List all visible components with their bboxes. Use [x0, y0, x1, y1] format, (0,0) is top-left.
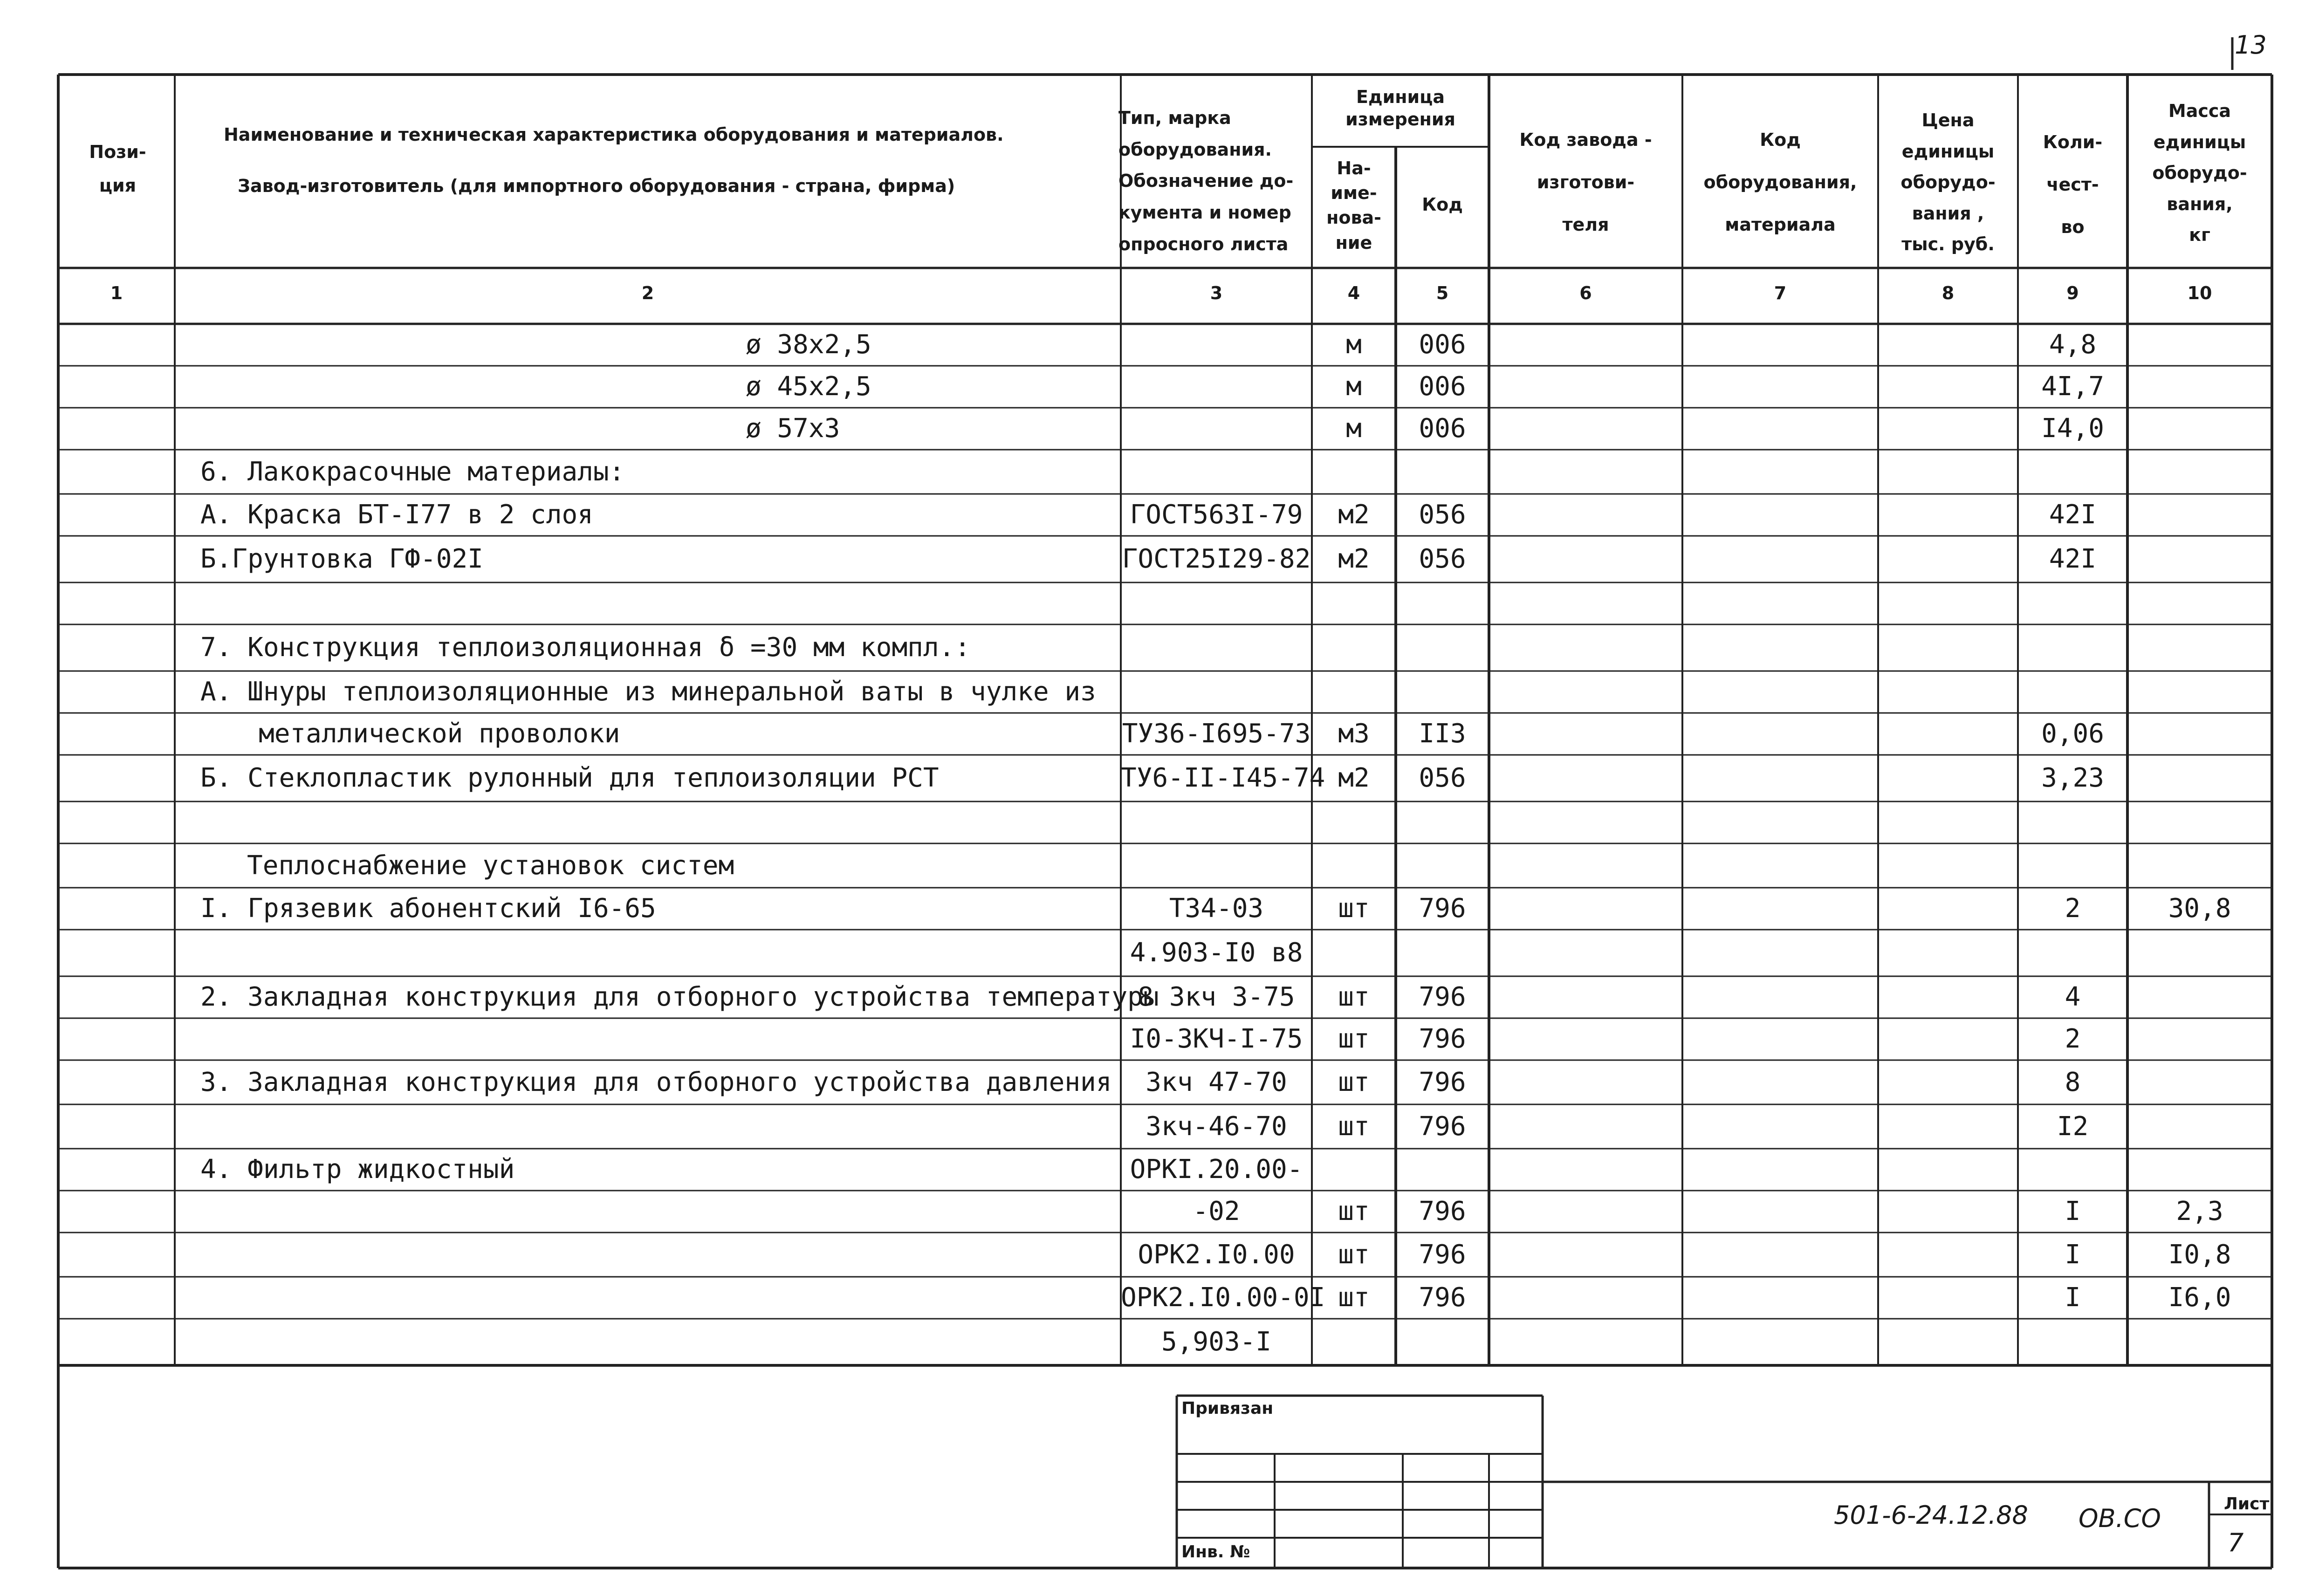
- column-number: 10: [2187, 283, 2212, 303]
- item-document: ГОСТ563I-79: [1130, 500, 1303, 530]
- item-mass: 2,3: [2176, 1196, 2223, 1226]
- item-quantity: 42I: [2049, 544, 2097, 574]
- item-quantity: 8: [2065, 1067, 2081, 1097]
- item-document: ГОСТ25I29-82: [1122, 544, 1311, 574]
- item-document: ОРК2.I0.00-0I: [1121, 1282, 1325, 1313]
- item-document: 5,903-I: [1161, 1327, 1271, 1357]
- column-number: 6: [1579, 283, 1592, 303]
- item-unit: шт: [1338, 1111, 1370, 1142]
- item-name: А. Краска БТ-I77 в 2 слоя: [200, 500, 593, 530]
- item-unit: м2: [1338, 544, 1370, 574]
- item-name: Б.Грунтовка ГФ-02I: [200, 544, 483, 574]
- item-document: ОРК2.I0.00: [1138, 1239, 1295, 1270]
- item-unit-code: 796: [1419, 1239, 1466, 1270]
- header-mass: Масса единицы оборудо- вания, кг: [2152, 101, 2247, 245]
- item-unit: м: [1346, 329, 1362, 360]
- item-document: Т34-03: [1169, 893, 1264, 924]
- header-name-line1: Наименование и техническая характеристика оборудования и материалов.: [224, 124, 1004, 145]
- column-number: 1: [110, 283, 123, 303]
- column-number: 3: [1210, 283, 1223, 303]
- item-quantity: I2: [2057, 1111, 2089, 1142]
- item-unit-code: 796: [1419, 1196, 1466, 1226]
- item-quantity: 0,06: [2041, 719, 2104, 749]
- header-unit-code: Код: [1422, 194, 1463, 215]
- item-unit: м2: [1338, 763, 1370, 793]
- column-number: 7: [1774, 283, 1787, 303]
- item-name: 2. Закладная конструкция для отборного устройства температуры: [200, 982, 1159, 1012]
- item-quantity: 2: [2065, 893, 2081, 924]
- item-unit-code: II3: [1419, 719, 1466, 749]
- item-quantity: I: [2065, 1239, 2081, 1270]
- stamp-sheet-label: Лист: [2224, 1494, 2270, 1514]
- item-unit: шт: [1338, 982, 1370, 1012]
- item-mass: 30,8: [2168, 893, 2231, 924]
- column-number: 8: [1942, 283, 1955, 303]
- item-document: 8 Зкч 3-75: [1138, 982, 1295, 1012]
- item-mass: I0,8: [2168, 1239, 2231, 1270]
- column-number: 4: [1347, 283, 1360, 303]
- header-quantity: Коли- чест- во: [2043, 132, 2103, 238]
- item-name: Теплоснабжение установок систем: [247, 850, 734, 881]
- header-type: Тип, марка оборудования. Обозначение до- кумента и номер опросного листа: [1118, 108, 1294, 254]
- item-document: 4.903-I0 в8: [1130, 938, 1303, 968]
- item-mass: I6,0: [2168, 1282, 2231, 1313]
- stamp-sheet-number: 7: [2228, 1528, 2244, 1557]
- item-document: Зкч 47-70: [1146, 1067, 1287, 1097]
- header-equipment-code: Код оборудования, материала: [1703, 130, 1857, 235]
- item-name: ø 57х3: [746, 413, 840, 444]
- item-document: ТУ6-II-I45-74: [1121, 763, 1325, 793]
- item-quantity: I: [2065, 1196, 2081, 1226]
- stamp-inventory-number: Инв. №: [1181, 1542, 1250, 1562]
- item-name: ø 38х2,5: [746, 329, 871, 360]
- header-unit-name: На- име- нова- ние: [1326, 158, 1381, 253]
- header-price: Цена единицы оборудо- вания , тыс. руб.: [1900, 110, 1996, 254]
- item-document: ТУ36-I695-73: [1122, 719, 1311, 749]
- header-position: Пози- ция: [89, 142, 146, 196]
- item-unit: м: [1346, 371, 1362, 402]
- item-quantity: 4I,7: [2041, 371, 2104, 402]
- item-name: 7. Конструкция теплоизоляционная δ =30 мм компл.:: [200, 632, 971, 663]
- item-unit-code: 796: [1419, 1282, 1466, 1313]
- stamp-mark: ОВ.СО: [2079, 1504, 2161, 1533]
- item-document: I0-3КЧ-I-75: [1130, 1024, 1303, 1054]
- item-unit-code: 796: [1419, 893, 1466, 924]
- item-document: ОРКI.20.00-: [1130, 1154, 1303, 1185]
- item-quantity: 4,8: [2049, 329, 2097, 360]
- item-unit-code: 796: [1419, 1024, 1466, 1054]
- item-name: А. Шнуры теплоизоляционные из минеральной ваты в чулке из: [200, 677, 1096, 707]
- item-unit: шт: [1338, 893, 1370, 924]
- item-unit-code: 056: [1419, 500, 1466, 530]
- item-unit-code: 796: [1419, 1067, 1466, 1097]
- item-unit: шт: [1338, 1024, 1370, 1054]
- item-unit-code: 056: [1419, 544, 1466, 574]
- item-unit-code: 006: [1419, 413, 1466, 444]
- item-name: Б. Стеклопластик рулонный для теплоизоляции РСТ: [200, 763, 939, 793]
- item-unit: шт: [1338, 1239, 1370, 1270]
- item-quantity: 42I: [2049, 500, 2097, 530]
- column-number: 5: [1436, 283, 1449, 303]
- stamp-document-code: 501-6-24.12.88: [1834, 1500, 2028, 1530]
- item-unit: м: [1346, 413, 1362, 444]
- stamp-privyazan: Привязан: [1181, 1399, 1274, 1418]
- item-unit: шт: [1338, 1067, 1370, 1097]
- item-quantity: I: [2065, 1282, 2081, 1313]
- page-number: 13: [2235, 30, 2267, 60]
- item-unit-code: 006: [1419, 371, 1466, 402]
- item-quantity: I4,0: [2041, 413, 2104, 444]
- item-quantity: 2: [2065, 1024, 2081, 1054]
- item-unit-code: 056: [1419, 763, 1466, 793]
- item-document: -02: [1193, 1196, 1240, 1226]
- item-unit: м3: [1338, 719, 1370, 749]
- header-name-line2: Завод-изготовитель (для импортного оборудования - страна, фирма): [238, 176, 955, 196]
- header-unit: Единица измерения: [1345, 87, 1455, 130]
- item-unit: м2: [1338, 500, 1370, 530]
- item-name: 3. Закладная конструкция для отборного устройства давления: [200, 1067, 1112, 1097]
- header-factory-code: Код завода - изготови- теля: [1519, 130, 1652, 235]
- item-quantity: 3,23: [2041, 763, 2104, 793]
- item-unit-code: 796: [1419, 1111, 1466, 1142]
- item-unit-code: 006: [1419, 329, 1466, 360]
- item-name: металлической проволоки: [259, 719, 620, 749]
- item-name: I. Грязевик абонентский I6-65: [200, 893, 656, 924]
- item-unit: шт: [1338, 1282, 1370, 1313]
- item-unit: шт: [1338, 1196, 1370, 1226]
- item-unit-code: 796: [1419, 982, 1466, 1012]
- column-number: 2: [641, 283, 654, 303]
- item-name: 6. Лакокрасочные материалы:: [200, 456, 625, 487]
- item-name: ø 45х2,5: [746, 371, 871, 402]
- column-number: 9: [2066, 283, 2079, 303]
- item-document: Зкч-46-70: [1146, 1111, 1287, 1142]
- item-name: 4. Фильтр жидкостный: [200, 1154, 515, 1185]
- item-quantity: 4: [2065, 982, 2081, 1012]
